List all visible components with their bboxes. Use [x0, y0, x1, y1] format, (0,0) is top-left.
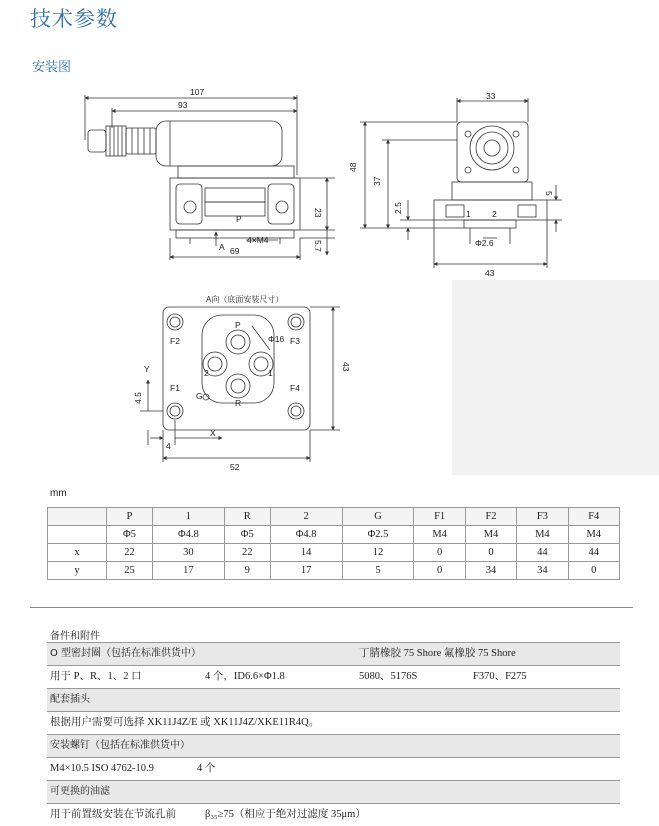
dim-5-7: 5.7 — [313, 240, 323, 252]
table-cell: Φ5 — [107, 526, 153, 544]
table-cell: M4 — [568, 526, 619, 544]
dim-phi-2-6: Φ2.6 — [475, 238, 494, 248]
screw-qty: 4 个 — [197, 763, 216, 774]
table-header-cell: F4 — [568, 508, 619, 526]
list-item-filter-title — [47, 780, 620, 804]
dim-2-5: 2.5 — [393, 202, 403, 214]
table-cell: 9 — [224, 562, 270, 580]
table-cell: Φ5 — [224, 526, 270, 544]
label-port-2-end: 2 — [492, 209, 497, 219]
dim-43-end: 43 — [485, 268, 495, 278]
table-cell: M4 — [414, 526, 465, 544]
oring-material: 丁腈橡胶 75 Shore 氟橡胶 75 Shore — [359, 648, 516, 659]
table-cell: 14 — [270, 544, 342, 562]
dim-phi-16: Φ16 — [268, 334, 285, 344]
unit-label: mm — [50, 488, 67, 499]
label-view-a: A — [219, 242, 225, 252]
table-cell: 17 — [270, 562, 342, 580]
list-item-plug-desc — [47, 712, 620, 734]
table-cell: 25 — [107, 562, 153, 580]
label-port-2: 2 — [204, 368, 209, 378]
dim-5: 5 — [544, 191, 554, 196]
table-header-cell: G — [342, 508, 414, 526]
table-cell: 17 — [152, 562, 224, 580]
label-axis-y: Y — [144, 364, 150, 374]
label-4xm4: 4×M4 — [247, 235, 269, 245]
table-cell: 0 — [465, 544, 516, 562]
filter-beta: β₃₅≥75（相应于绝对过滤度 35μm） — [205, 809, 366, 820]
label-port-r: R — [235, 398, 242, 408]
label-f1: F1 — [170, 383, 180, 393]
table-cell: 12 — [342, 544, 414, 562]
table-cell: 5 — [342, 562, 414, 580]
section-subtitle: 安装图 — [32, 60, 72, 75]
table-cell: Φ4.8 — [270, 526, 342, 544]
table-cell: 34 — [465, 562, 516, 580]
section-divider — [30, 607, 633, 608]
port-spec-table — [47, 507, 620, 580]
table-cell: 22 — [224, 544, 270, 562]
dim-48: 48 — [348, 162, 358, 172]
label-port-1: 1 — [268, 368, 273, 378]
filter-use: 用于前置级安装在节流孔前 — [50, 809, 176, 820]
table-cell: 44 — [568, 544, 619, 562]
plug-title: 配套插头 — [50, 694, 90, 705]
table-cell: 0 — [414, 562, 465, 580]
plug-desc: 根据用户需要可选择 XK11J4Z/E 或 XK11J4Z/XKE11R4Q。 — [50, 717, 320, 728]
list-item-screw-title — [47, 734, 620, 758]
page-title: 技术参数 — [30, 7, 118, 31]
label-port-p: P — [235, 320, 241, 330]
table-header-cell: 2 — [270, 508, 342, 526]
screw-spec: M4×10.5 ISO 4762-10.9 — [50, 763, 154, 774]
list-item-filter-use — [47, 804, 620, 826]
table-header-cell: F2 — [465, 508, 516, 526]
dim-4-5: 4.5 — [133, 392, 143, 404]
table-cell: Φ4.8 — [152, 526, 224, 544]
dim-37: 37 — [372, 176, 382, 186]
table-cell: 34 — [517, 562, 568, 580]
oring-use: 用于 P、R、1、2 口 — [50, 671, 142, 682]
dim-43-base: 43 — [341, 362, 351, 372]
table-cell: x — [48, 544, 107, 562]
table-header-cell: F3 — [517, 508, 568, 526]
list-item-screw-spec — [47, 758, 620, 780]
accessories-heading: 备件和附件 — [50, 631, 100, 642]
table-cell: 22 — [107, 544, 153, 562]
table-header-cell: 1 — [152, 508, 224, 526]
list-item-plug-title — [47, 688, 620, 712]
table-cell: 44 — [517, 544, 568, 562]
oring-nbr: 5080、5176S — [359, 671, 418, 682]
dim-107: 107 — [190, 87, 205, 97]
label-axis-x: X — [210, 428, 216, 438]
dim-52: 52 — [230, 462, 240, 472]
screw-title: 安装螺钉（包括在标准供货中） — [50, 740, 190, 751]
oring-fkm: F370、F275 — [473, 671, 527, 682]
list-item-oring-use — [47, 666, 620, 688]
table-cell: M4 — [517, 526, 568, 544]
table-row — [48, 562, 620, 580]
table-cell: y — [48, 562, 107, 580]
table-cell: 0 — [414, 544, 465, 562]
table-cell: M4 — [465, 526, 516, 544]
table-header-cell: R — [224, 508, 270, 526]
table-cell: 30 — [152, 544, 224, 562]
label-f4: F4 — [290, 383, 300, 393]
table-header-cell: P — [107, 508, 153, 526]
table-cell: 0 — [568, 562, 619, 580]
table-row — [48, 526, 620, 544]
dim-69: 69 — [230, 246, 240, 256]
table-cell: Φ2.5 — [342, 526, 414, 544]
table-header-cell — [48, 508, 107, 526]
filter-title: 可更换的油滤 — [50, 786, 110, 797]
oring-title: O 型密封圈（包括在标准供货中） — [50, 648, 202, 659]
label-port-p-side: P — [236, 214, 242, 224]
label-port-g: G — [196, 391, 203, 401]
dim-23: 23 — [313, 208, 323, 218]
dim-33: 33 — [486, 91, 496, 101]
table-row — [48, 544, 620, 562]
table-cell — [48, 526, 107, 544]
dim-4: 4 — [166, 441, 171, 451]
label-f3: F3 — [290, 336, 300, 346]
table-header-row — [48, 508, 620, 526]
oring-qty: 4 个，ID6.6×Φ1.8 — [205, 671, 285, 682]
label-f2: F2 — [170, 336, 180, 346]
dim-93: 93 — [178, 100, 188, 110]
table-header-cell: F1 — [414, 508, 465, 526]
list-item-oring-title — [47, 642, 620, 666]
accessories-list — [47, 642, 620, 826]
base-caption: A向（底面安装尺寸） — [206, 295, 284, 304]
label-port-1-end: 1 — [466, 209, 471, 219]
